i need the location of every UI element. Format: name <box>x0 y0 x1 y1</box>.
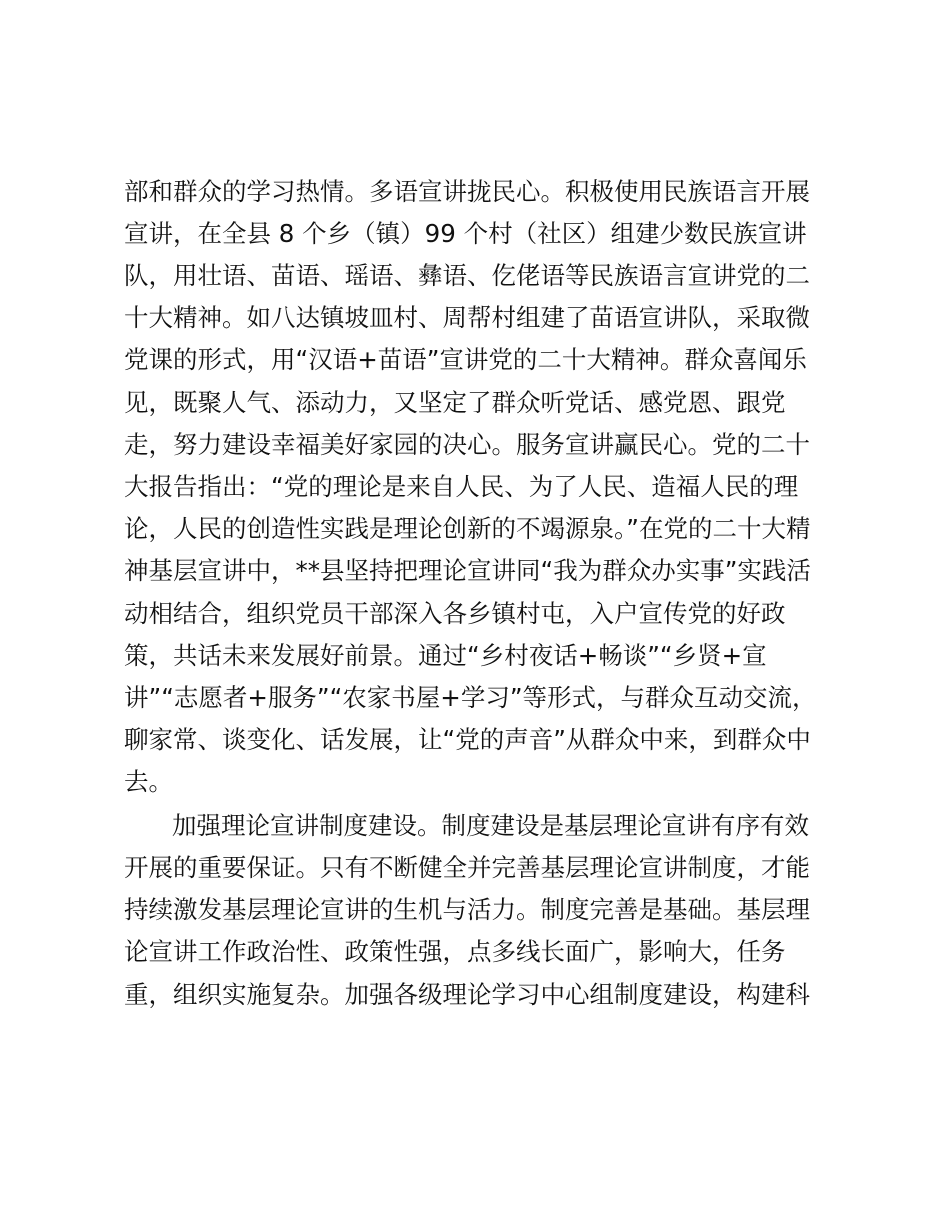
text-line: 讲”“志愿者+服务”“农家书屋+学习”等形式，与群众互动交流， <box>124 683 817 712</box>
text-line: 策，共话未来发展好前景。通过“乡村夜话+畅谈”“乡贤+宣 <box>124 641 767 670</box>
text-line: 十大精神。如八达镇坡皿村、周帮村组建了苗语宣讲队，采取微 <box>124 303 810 332</box>
text-line: 走，努力建设幸福美好家园的决心。服务宣讲赢民心。党的二十 <box>124 430 810 459</box>
text-line: 队，用壮语、苗语、瑶语、彝语、仡佬语等民族语言宣讲党的二 <box>124 261 810 290</box>
text-line: 聊家常、谈变化、话发展，让“党的声音”从群众中来，到群众中 <box>124 725 811 754</box>
text-line: 论，人民的创造性实践是理论创新的不竭源泉。”在党的二十大精 <box>124 514 811 543</box>
paragraph-first-line: 加强理论宣讲制度建设。制度建设是基层理论宣讲有序有效 <box>172 811 809 840</box>
text-line: 神基层宣讲中，**县坚持把理论宣讲同“我为群众办实事”实践活 <box>124 556 811 585</box>
text-line: 去。 <box>124 767 173 796</box>
text-line: 重，组织实施复杂。加强各级理论学习中心组制度建设，构建科 <box>124 980 810 1009</box>
text-line: 部和群众的学习热情。多语宣讲拢民心。积极使用民族语言开展 <box>124 177 810 206</box>
text-line: 见，既聚人气、添动力，又坚定了群众听党话、感党恩、跟党 <box>124 388 786 417</box>
text-line: 宣讲，在全县 8 个乡（镇）99 个村（社区）组建少数民族宣讲 <box>124 219 807 248</box>
text-line: 大报告指出：“党的理论是来自人民、为了人民、造福人民的理 <box>124 472 799 501</box>
text-line: 动相结合，组织党员干部深入各乡镇村屯，入户宣传党的好政 <box>124 599 786 628</box>
text-line: 党课的形式，用“汉语+苗语”宣讲党的二十大精神。群众喜闻乐 <box>124 345 807 374</box>
text-line: 开展的重要保证。只有不断健全并完善基层理论宣讲制度，才能 <box>124 853 810 882</box>
text-line: 持续激发基层理论宣讲的生机与活力。制度完善是基础。基层理 <box>124 895 810 924</box>
text-line: 论宣讲工作政治性、政策性强，点多线长面广，影响大，任务 <box>124 937 786 966</box>
